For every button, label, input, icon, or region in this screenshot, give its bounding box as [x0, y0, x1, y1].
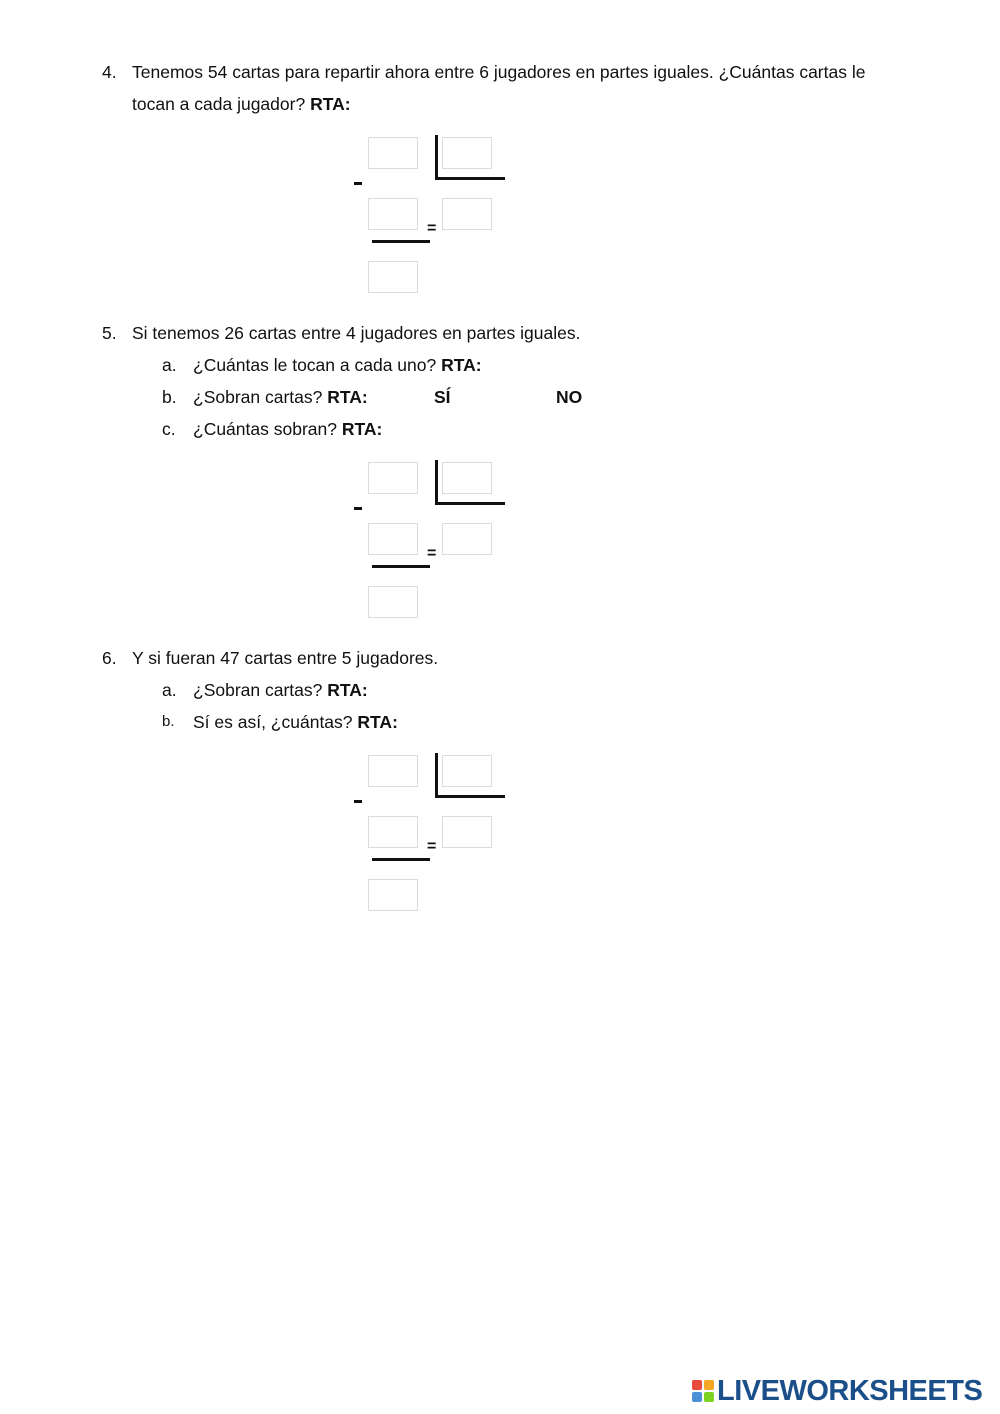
divisor-box[interactable] [442, 137, 492, 169]
subtraction-line [372, 858, 430, 861]
question-5c-line [193, 418, 382, 440]
question-5-number: 5. [102, 323, 117, 343]
division-bracket-horizontal [435, 502, 505, 505]
question-5b-rta-label: RTA: [327, 387, 368, 407]
question-5b-letter: b. [162, 387, 177, 407]
question-6b-rta-label: RTA: [357, 712, 398, 732]
question-4-text: tocan a cada jugador? [132, 94, 306, 114]
question-6b-letter: b. [162, 713, 175, 730]
question-4-text-line2 [132, 93, 351, 115]
division-block-q4 [350, 135, 510, 300]
liveworksheets-logo-text: LIVEWORKSHEETS [717, 1374, 983, 1407]
quotient-box[interactable] [442, 523, 492, 555]
equals-sign: = [427, 838, 437, 855]
question-4-text-line1: Tenemos 54 cartas para repartir ahora entre 6 jugadores en partes iguales. ¿Cuántas cartas le [132, 62, 866, 82]
dividend-box[interactable] [368, 755, 418, 787]
equals-sign: = [427, 545, 437, 562]
divisor-box[interactable] [442, 755, 492, 787]
subtraction-line [372, 240, 430, 243]
question-6b-text: Sí es así, ¿cuántas? [193, 712, 353, 732]
subtrahend-box[interactable] [368, 198, 418, 230]
quotient-box[interactable] [442, 816, 492, 848]
question-6a-rta-label: RTA: [327, 680, 368, 700]
subtraction-line [372, 565, 430, 568]
question-5a-rta-label: RTA: [441, 355, 482, 375]
question-5-text: Si tenemos 26 cartas entre 4 jugadores en partes iguales. [132, 323, 581, 343]
division-bracket-horizontal [435, 795, 505, 798]
question-4-number: 4. [102, 62, 117, 82]
question-6a-text: ¿Sobran cartas? [193, 680, 323, 700]
question-6-number: 6. [102, 648, 117, 668]
division-bracket-vertical [435, 753, 438, 797]
question-5c-rta-label: RTA: [341, 419, 383, 439]
question-5a-text: ¿Cuántas le tocan a cada uno? [193, 355, 437, 375]
minus-sign [354, 800, 362, 803]
liveworksheets-logo [692, 1374, 983, 1407]
question-5c-letter: c. [162, 419, 176, 439]
question-6a-line [193, 679, 368, 701]
dividend-box[interactable] [368, 137, 418, 169]
subtrahend-box[interactable] [368, 816, 418, 848]
question-5a-letter: a. [162, 355, 177, 375]
question-6-text: Y si fueran 47 cartas entre 5 jugadores. [132, 648, 439, 668]
question-6b-line [193, 711, 398, 733]
question-6a-letter: a. [162, 680, 177, 700]
question-4-rta-label: RTA: [310, 94, 351, 114]
minus-sign [354, 182, 362, 185]
division-bracket-vertical [435, 460, 438, 504]
dividend-box[interactable] [368, 462, 418, 494]
division-block-q5 [350, 460, 510, 625]
minus-sign [354, 507, 362, 510]
divisor-box[interactable] [442, 462, 492, 494]
division-bracket-horizontal [435, 177, 505, 180]
question-5c-text: ¿Cuántas sobran? [193, 419, 337, 439]
remainder-box[interactable] [368, 879, 418, 911]
answer-no-option[interactable]: NO [556, 387, 583, 407]
division-bracket-vertical [435, 135, 438, 179]
remainder-box[interactable] [368, 586, 418, 618]
equals-sign: = [427, 220, 437, 237]
subtrahend-box[interactable] [368, 523, 418, 555]
liveworksheets-logo-icon [692, 1380, 714, 1402]
division-block-q6 [350, 753, 510, 918]
quotient-box[interactable] [442, 198, 492, 230]
remainder-box[interactable] [368, 261, 418, 293]
question-5b-text: ¿Sobran cartas? [193, 387, 323, 407]
question-5a-line [193, 354, 482, 376]
answer-yes-option[interactable]: SÍ [434, 387, 451, 407]
question-5b-line [193, 386, 368, 408]
